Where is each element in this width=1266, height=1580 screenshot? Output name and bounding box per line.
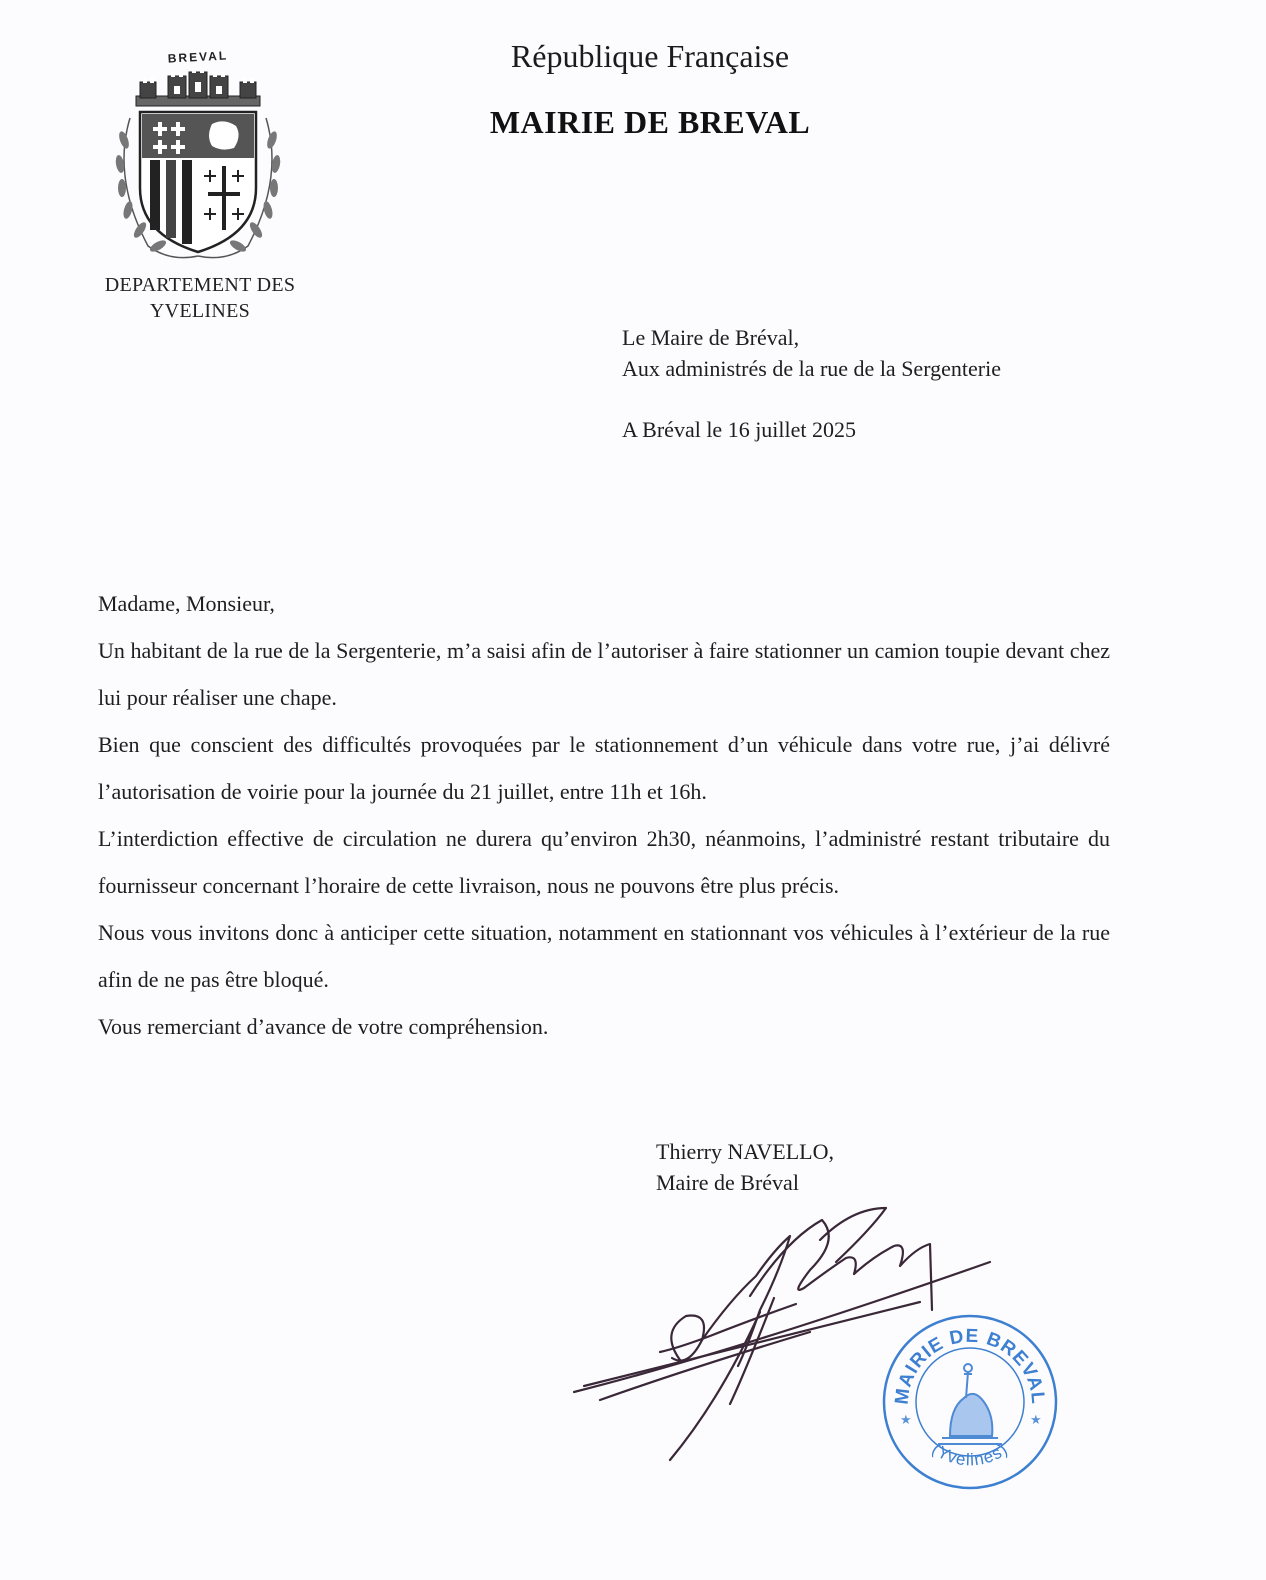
sender-block <box>622 322 1001 384</box>
svg-text:★: ★ <box>1030 1413 1042 1428</box>
signatory-block <box>656 1136 834 1198</box>
letter-body <box>98 580 1110 1050</box>
sender-line2: Aux administrés de la rue de la Sergenterie <box>622 356 1001 381</box>
paragraph-4: Nous vous invitons donc à anticiper cette situation, notamment en stationnant vos véhicules à l’extérieur de la rue afin de ne pas être bloqué. <box>98 920 1110 992</box>
stamp-top-text: MAIRIE DE BREVAL <box>891 1325 1049 1406</box>
salutation: Madame, Monsieur, <box>98 591 275 616</box>
sender-line1: Le Maire de Bréval, <box>622 325 800 350</box>
department-label <box>70 272 330 324</box>
republic-heading: République Française <box>510 38 790 74</box>
department-line1: DEPARTEMENT DES <box>104 274 296 296</box>
department-line2: YVELINES <box>149 300 251 322</box>
crest-commune-name: BREVAL <box>167 48 229 66</box>
signatory-title: Maire de Bréval <box>656 1170 799 1195</box>
svg-text:★: ★ <box>900 1413 912 1428</box>
paragraph-2: Bien que conscient des difficultés provoquées par le stationnement d’un véhicule dans votre rue, j’ai délivré l’autorisation de voirie pour la journée du 21 juillet, entre 11h et 16h. <box>98 732 1110 804</box>
mairie-heading: MAIRIE DE BREVAL <box>489 104 811 140</box>
paragraph-1: Un habitant de la rue de la Sergenterie, m’a saisi afin de l’autoriser à faire stationner un camion toupie devant chez lui pour réaliser une chape. <box>98 638 1110 710</box>
stamp-bottom-text: (Yvelines) <box>928 1439 1012 1470</box>
signatory-name: Thierry NAVELLO, <box>656 1139 834 1164</box>
paragraph-3: L’interdiction effective de circulation ne durera qu’environ 2h30, néanmoins, l’administré restant tributaire du fournisseur concernant l’horaire de cette livraison, nous ne pouvons être plus précis. <box>98 826 1110 898</box>
mairie-stamp-icon <box>880 1312 1060 1492</box>
coat-of-arms-icon <box>108 48 288 268</box>
closing: Vous remerciant d’avance de votre compréhension. <box>98 1014 549 1039</box>
letter-date: A Bréval le 16 juillet 2025 <box>622 417 857 442</box>
